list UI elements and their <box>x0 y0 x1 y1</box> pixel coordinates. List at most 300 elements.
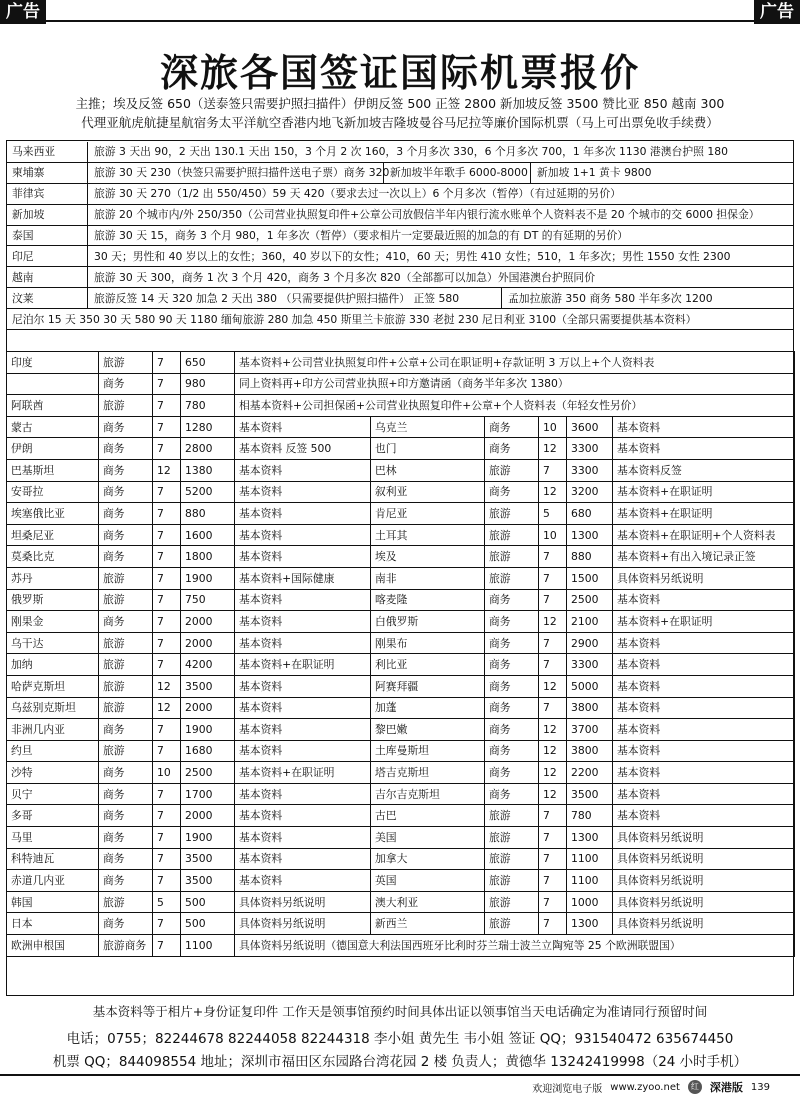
requirements: 具体资料另纸说明 <box>613 891 795 913</box>
price: 3500 <box>181 675 235 697</box>
visa-type: 旅游 <box>99 675 153 697</box>
visa-type: 商务 <box>485 719 539 741</box>
price: 1500 <box>567 567 613 589</box>
processing-days: 7 <box>153 567 181 589</box>
country-name: 阿联酋 <box>7 395 99 417</box>
country-name: 加拿大 <box>371 848 485 870</box>
country-name: 非洲几内亚 <box>7 719 99 741</box>
country-name: 韩国 <box>7 891 99 913</box>
requirements: 基本资料 <box>613 740 795 762</box>
footer-contact: 电话；0755；82244678 82244058 82244318 李小姐 黄先生 韦小姐 签证 QQ；931540472 635674450 <box>66 1031 734 1047</box>
processing-days: 7 <box>153 783 181 805</box>
processing-days: 10 <box>539 524 567 546</box>
processing-days: 12 <box>539 438 567 460</box>
requirements: 基本资料 <box>613 783 795 805</box>
requirements: 基本资料 <box>235 827 371 849</box>
price: 3200 <box>567 481 613 503</box>
visa-type: 旅游 <box>99 697 153 719</box>
requirements: 基本资料 <box>613 805 795 827</box>
price: 5000 <box>567 675 613 697</box>
price: 1900 <box>181 719 235 741</box>
processing-days: 7 <box>153 416 181 438</box>
visa-type: 旅游 <box>485 503 539 525</box>
processing-days: 12 <box>153 459 181 481</box>
visa-price-table <box>6 351 795 957</box>
visa-type: 旅游 <box>99 395 153 417</box>
processing-days: 7 <box>539 697 567 719</box>
price: 1700 <box>181 783 235 805</box>
country-info: 旅游反签 14 天 320 加急 2 天出 380 （只需要提供护照扫描件） 正签 580 <box>88 288 502 308</box>
country-name: 肯尼亚 <box>371 503 485 525</box>
requirements: 基本资料 <box>613 697 795 719</box>
country-info: 新加坡 1+1 黄卡 9800 <box>537 166 652 180</box>
processing-days: 7 <box>153 848 181 870</box>
visa-type: 商务 <box>99 481 153 503</box>
country-row <box>6 184 794 205</box>
visa-type: 商务 <box>485 438 539 460</box>
visa-type: 旅游 <box>485 524 539 546</box>
price: 1280 <box>181 416 235 438</box>
processing-days: 7 <box>153 740 181 762</box>
requirements: 基本资料+有出入境记录正签 <box>613 546 795 568</box>
page-title: 深旅各国签证国际机票报价 <box>159 51 640 95</box>
processing-days: 12 <box>539 719 567 741</box>
processing-days: 7 <box>153 913 181 935</box>
price: 3300 <box>567 438 613 460</box>
processing-days: 12 <box>539 740 567 762</box>
visa-type: 商务 <box>99 524 153 546</box>
country-name: 刚果金 <box>7 611 99 633</box>
visa-type: 旅游商务 <box>99 935 153 957</box>
processing-days: 7 <box>539 546 567 568</box>
requirements: 基本资料+在职证明 <box>613 481 795 503</box>
country-name: 土耳其 <box>371 524 485 546</box>
visa-row <box>7 805 795 827</box>
visa-row <box>7 438 795 460</box>
visa-row <box>7 783 795 805</box>
requirements: 基本资料 <box>235 848 371 870</box>
country-row <box>6 267 794 288</box>
processing-days: 12 <box>153 675 181 697</box>
visa-type: 商务 <box>99 546 153 568</box>
country-name: 俄罗斯 <box>7 589 99 611</box>
price: 3800 <box>567 697 613 719</box>
country-name: 南非 <box>371 567 485 589</box>
price: 980 <box>181 373 235 395</box>
price: 2500 <box>181 762 235 784</box>
price: 1300 <box>567 913 613 935</box>
requirements: 基本资料 <box>613 632 795 654</box>
visa-type: 旅游 <box>99 740 153 762</box>
visa-row <box>7 935 795 957</box>
processing-days: 7 <box>153 719 181 741</box>
country-name: 埃及 <box>371 546 485 568</box>
visa-row <box>7 395 795 417</box>
visa-type: 商务 <box>99 416 153 438</box>
brand-logo-icon: 红 <box>688 1080 702 1094</box>
price: 3700 <box>567 719 613 741</box>
visa-type: 商务 <box>99 459 153 481</box>
processing-days: 12 <box>539 481 567 503</box>
visa-type: 商务 <box>485 654 539 676</box>
country-info: 孟加拉旅游 350 商务 580 半年多次 1200 <box>508 291 713 305</box>
price: 3500 <box>567 783 613 805</box>
processing-days: 7 <box>153 827 181 849</box>
processing-days: 7 <box>153 935 181 957</box>
country-name: 贝宁 <box>7 783 99 805</box>
processing-days: 7 <box>153 805 181 827</box>
country-name: 澳大利亚 <box>371 891 485 913</box>
price: 500 <box>181 891 235 913</box>
requirements: 具体资料另纸说明 <box>613 913 795 935</box>
price: 3300 <box>567 459 613 481</box>
requirements: 基本资料 <box>235 481 371 503</box>
requirements: 基本资料 <box>613 719 795 741</box>
visa-row <box>7 352 795 374</box>
visa-type: 旅游 <box>485 567 539 589</box>
intro-line-1: 主推；埃及反签 650（送泰签只需要护照扫描件）伊朗反签 500 正签 2800 新加坡反签 3500 赞比亚 850 越南 300 <box>75 96 725 111</box>
visa-row <box>7 546 795 568</box>
visa-type: 旅游 <box>485 459 539 481</box>
price: 1100 <box>567 870 613 892</box>
price: 2000 <box>181 611 235 633</box>
country-name: 苏丹 <box>7 567 99 589</box>
visa-type: 旅游 <box>485 848 539 870</box>
country-name: 古巴 <box>371 805 485 827</box>
price: 1300 <box>567 524 613 546</box>
requirements: 同上资料再+印方公司营业执照+印方邀请函（商务半年多次 1380） <box>235 373 795 395</box>
visa-row <box>7 524 795 546</box>
country-name: 喀麦隆 <box>371 589 485 611</box>
visa-type: 商务 <box>99 503 153 525</box>
processing-days: 7 <box>153 870 181 892</box>
requirements: 基本资料 <box>235 719 371 741</box>
country-name: 欧洲申根国 <box>7 935 99 957</box>
country-name: 巴基斯坦 <box>7 459 99 481</box>
price: 3500 <box>181 848 235 870</box>
country-name: 柬埔寨 <box>6 163 88 183</box>
processing-days: 12 <box>539 762 567 784</box>
requirements: 基本资料 <box>235 416 371 438</box>
price: 750 <box>181 589 235 611</box>
country-name: 多哥 <box>7 805 99 827</box>
visa-type: 商务 <box>485 762 539 784</box>
visa-row <box>7 675 795 697</box>
visa-type: 旅游 <box>485 870 539 892</box>
visa-row <box>7 481 795 503</box>
requirements: 具体资料另纸说明 <box>613 827 795 849</box>
visa-row <box>7 654 795 676</box>
visa-type: 商务 <box>485 416 539 438</box>
visa-row <box>7 913 795 935</box>
country-name: 美国 <box>371 827 485 849</box>
price: 3600 <box>567 416 613 438</box>
processing-days: 7 <box>539 848 567 870</box>
requirements: 基本资料 <box>613 675 795 697</box>
requirements: 基本资料 <box>235 459 371 481</box>
country-name: 蒙古 <box>7 416 99 438</box>
requirements: 基本资料 反签 500 <box>235 438 371 460</box>
schengen-rows <box>7 935 795 957</box>
price: 2000 <box>181 632 235 654</box>
requirements: 具体资料另纸说明 <box>613 870 795 892</box>
visa-type: 商务 <box>99 373 153 395</box>
requirements: 基本资料+公司营业执照复印件+公章+公司在职证明+存款证明 3 万以上+个人资料表 <box>235 352 795 374</box>
requirements: 基本资料 <box>235 503 371 525</box>
country-name: 日本 <box>7 913 99 935</box>
bottom-bar-text: 欢迎浏览电子版 <box>532 1083 603 1095</box>
requirements: 基本资料反签 <box>613 459 795 481</box>
country-name: 土库曼斯坦 <box>371 740 485 762</box>
processing-days: 12 <box>539 611 567 633</box>
processing-days: 7 <box>539 459 567 481</box>
requirements: 具体资料另纸说明 <box>613 567 795 589</box>
country-name: 刚果布 <box>371 632 485 654</box>
requirements: 基本资料 <box>235 697 371 719</box>
intro-line-2: 代理亚航虎航捷星航宿务太平洋航空香港内地飞新加坡吉隆坡曼谷马尼拉等廉价国际机票（马上可出票免收手续费） <box>81 115 719 130</box>
visa-row <box>7 373 795 395</box>
visa-type: 商务 <box>485 675 539 697</box>
footer-note: 基本资料等于相片+身份证复印件 工作天是领事馆预约时间具体出证以领事馆当天电话确定为准请同行预留时间 <box>92 1004 708 1019</box>
price: 1100 <box>181 935 235 957</box>
price: 650 <box>181 352 235 374</box>
visa-row <box>7 567 795 589</box>
country-name: 叙利亚 <box>371 481 485 503</box>
visa-type: 旅游 <box>485 827 539 849</box>
visa-type: 旅游 <box>99 891 153 913</box>
country-info: 新加坡半年歌手 6000-8000 <box>384 163 531 183</box>
price: 2500 <box>567 589 613 611</box>
requirements: 基本资料+在职证明 <box>613 503 795 525</box>
visa-row <box>7 416 795 438</box>
price: 680 <box>567 503 613 525</box>
processing-days: 7 <box>539 827 567 849</box>
visa-type: 商务 <box>99 438 153 460</box>
country-name: 汶莱 <box>6 288 88 308</box>
country-name: 马里 <box>7 827 99 849</box>
country-name: 黎巴嫩 <box>371 719 485 741</box>
country-row <box>6 142 794 163</box>
country-name: 白俄罗斯 <box>371 611 485 633</box>
processing-days: 7 <box>539 567 567 589</box>
processing-days: 7 <box>539 654 567 676</box>
price: 3500 <box>181 870 235 892</box>
country-name: 越南 <box>6 267 88 287</box>
country-name: 印度 <box>7 352 99 374</box>
requirements: 基本资料 <box>613 416 795 438</box>
processing-days: 7 <box>153 524 181 546</box>
price: 1900 <box>181 567 235 589</box>
processing-days: 7 <box>153 632 181 654</box>
visa-row <box>7 719 795 741</box>
price: 2000 <box>181 697 235 719</box>
price: 2900 <box>567 632 613 654</box>
visa-type: 旅游 <box>99 589 153 611</box>
requirements: 基本资料 <box>613 654 795 676</box>
visa-type: 商务 <box>485 697 539 719</box>
visa-type: 商务 <box>485 589 539 611</box>
country-info: 旅游 30 天 270（1/2 出 550/450）59 天 420（要求去过一次以上）6 个月多次（暂停）（有过延期的另价） <box>94 187 621 201</box>
visa-row <box>7 762 795 784</box>
country-name: 约旦 <box>7 740 99 762</box>
processing-days: 7 <box>153 373 181 395</box>
requirements: 基本资料+在职证明 <box>235 654 371 676</box>
requirements: 基本资料 <box>235 589 371 611</box>
visa-type: 商务 <box>99 827 153 849</box>
visa-type: 商务 <box>485 632 539 654</box>
visa-type: 商务 <box>99 719 153 741</box>
processing-days: 7 <box>539 913 567 935</box>
price: 780 <box>181 395 235 417</box>
visa-row <box>7 827 795 849</box>
visa-row <box>7 589 795 611</box>
price: 2000 <box>181 805 235 827</box>
processing-days: 7 <box>153 546 181 568</box>
visa-type: 商务 <box>99 913 153 935</box>
requirements: 基本资料 <box>235 546 371 568</box>
price: 1800 <box>181 546 235 568</box>
country-info: 旅游 30 天 230（快签只需要护照扫描件送电子票）商务 320 <box>88 163 384 183</box>
requirements: 基本资料 <box>235 805 371 827</box>
visa-row <box>7 891 795 913</box>
processing-days: 10 <box>539 416 567 438</box>
country-info: 旅游 3 天出 90，2 天出 130.1 天出 150，3 个月 2 次 160，3 个月多次 330，6 个月多次 700，1 年多次 1130 港澳台护照 180 <box>94 145 728 159</box>
price: 2800 <box>181 438 235 460</box>
country-name: 也门 <box>371 438 485 460</box>
country-name: 泰国 <box>6 226 88 246</box>
price: 500 <box>181 913 235 935</box>
processing-days: 7 <box>539 870 567 892</box>
country-row <box>6 226 794 247</box>
visa-type: 商务 <box>485 481 539 503</box>
country-name: 新西兰 <box>371 913 485 935</box>
country-name: 巴林 <box>371 459 485 481</box>
visa-type: 商务 <box>485 611 539 633</box>
visa-row <box>7 848 795 870</box>
special-rows <box>7 352 795 417</box>
processing-days: 10 <box>153 762 181 784</box>
visa-type: 商务 <box>99 762 153 784</box>
requirements: 基本资料 <box>235 740 371 762</box>
country-name: 安哥拉 <box>7 481 99 503</box>
processing-days: 12 <box>539 783 567 805</box>
requirements: 具体资料另纸说明 <box>235 913 371 935</box>
processing-days: 7 <box>539 805 567 827</box>
country-name: 莫桑比克 <box>7 546 99 568</box>
visa-type: 旅游 <box>99 654 153 676</box>
visa-type: 商务 <box>99 805 153 827</box>
country-name: 英国 <box>371 870 485 892</box>
country-name: 坦桑尼亚 <box>7 524 99 546</box>
country-name: 马来西亚 <box>6 142 88 162</box>
country-name: 菲律宾 <box>6 184 88 204</box>
country-name: 塔吉克斯坦 <box>371 762 485 784</box>
price: 780 <box>567 805 613 827</box>
price: 3300 <box>567 654 613 676</box>
visa-type: 旅游 <box>485 805 539 827</box>
country-info: 旅游 30 天 300，商务 1 次 3 个月 420，商务 3 个月多次 820（全部都可以加急）外国港澳台护照同价 <box>94 270 596 284</box>
visa-type: 商务 <box>485 783 539 805</box>
price: 2200 <box>567 762 613 784</box>
country-row <box>6 163 794 184</box>
country-name: 伊朗 <box>7 438 99 460</box>
processing-days: 5 <box>539 503 567 525</box>
country-name: 印尼 <box>6 246 88 266</box>
processing-days: 7 <box>153 438 181 460</box>
price: 1380 <box>181 459 235 481</box>
country-info: 30 天；男性和 40 岁以上的女性；360，40 岁以下的女性；410，60 天；男性 410 女性；510，1 年多次；男性 1550 女性 2300 <box>94 249 731 263</box>
country-list <box>6 142 794 330</box>
requirements: 基本资料+国际健康 <box>235 567 371 589</box>
visa-row <box>7 697 795 719</box>
price: 3800 <box>567 740 613 762</box>
country-row <box>6 246 794 267</box>
country-name: 加蓬 <box>371 697 485 719</box>
price: 1680 <box>181 740 235 762</box>
country-name: 乌克兰 <box>371 416 485 438</box>
requirements: 基本资料+在职证明 <box>235 762 371 784</box>
requirements: 基本资料 <box>235 611 371 633</box>
price: 880 <box>181 503 235 525</box>
country-name: 沙特 <box>7 762 99 784</box>
requirements: 基本资料 <box>235 675 371 697</box>
processing-days: 12 <box>539 675 567 697</box>
country-name: 赤道几内亚 <box>7 870 99 892</box>
visa-type: 商务 <box>99 848 153 870</box>
bottom-bar <box>532 1079 770 1095</box>
visa-type: 旅游 <box>485 546 539 568</box>
visa-row <box>7 503 795 525</box>
price: 4200 <box>181 654 235 676</box>
pair-rows <box>7 416 795 934</box>
requirements: 基本资料+在职证明+个人资料表 <box>613 524 795 546</box>
processing-days: 7 <box>539 891 567 913</box>
price: 1000 <box>567 891 613 913</box>
requirements: 具体资料另纸说明 <box>235 891 371 913</box>
processing-days: 5 <box>153 891 181 913</box>
requirements: 基本资料+在职证明 <box>613 611 795 633</box>
visa-row <box>7 870 795 892</box>
processing-days: 7 <box>539 589 567 611</box>
country-name: 乌兹别克斯坦 <box>7 697 99 719</box>
processing-days: 7 <box>153 503 181 525</box>
visa-type: 商务 <box>99 783 153 805</box>
visa-row <box>7 740 795 762</box>
ad-label-left: 广告 <box>0 0 46 24</box>
processing-days: 7 <box>153 589 181 611</box>
processing-days: 7 <box>153 481 181 503</box>
requirements: 基本资料 <box>613 762 795 784</box>
visa-type: 商务 <box>99 611 153 633</box>
country-name: 利比亚 <box>371 654 485 676</box>
visa-type: 旅游 <box>99 632 153 654</box>
country-row <box>6 309 794 330</box>
requirements: 基本资料 <box>235 524 371 546</box>
country-info: 旅游 30 天 15，商务 3 个月 980，1 年多次（暂停）（要求相片一定要最近照的加急的有 DT 的有延期的另价） <box>94 229 629 242</box>
visa-type: 旅游 <box>485 891 539 913</box>
requirements: 具体资料另纸说明（德国意大利法国西班牙比利时芬兰瑞士波兰立陶宛等 25 个欧洲联盟国） <box>235 935 795 957</box>
country-row <box>6 288 794 309</box>
price: 1100 <box>567 848 613 870</box>
price: 1600 <box>181 524 235 546</box>
processing-days: 7 <box>153 654 181 676</box>
country-name: 科特迪瓦 <box>7 848 99 870</box>
country-name: 加纳 <box>7 654 99 676</box>
processing-days: 7 <box>153 352 181 374</box>
requirements: 基本资料 <box>235 783 371 805</box>
bottom-bar-url[interactable]: www.zyoo.net <box>610 1081 680 1093</box>
country-row <box>6 205 794 226</box>
